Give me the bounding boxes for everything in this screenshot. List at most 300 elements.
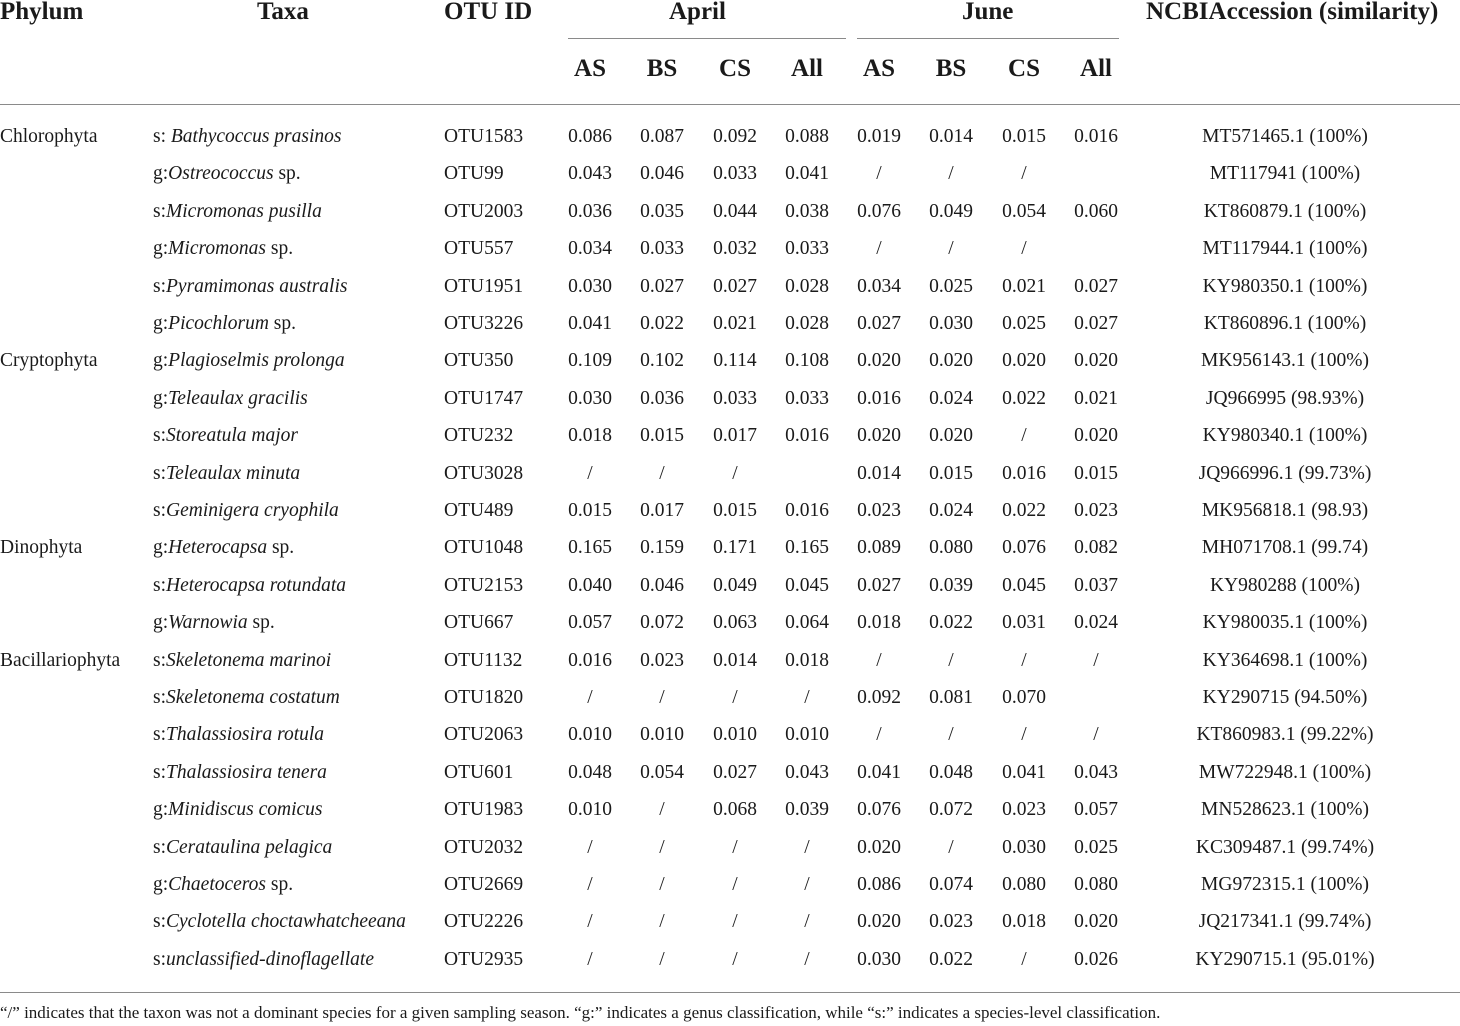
subheader-april-as: AS — [574, 55, 606, 82]
otu-id-cell: OTU2935 — [444, 948, 524, 970]
otu-id-cell: OTU99 — [444, 163, 504, 185]
taxa-cell — [153, 642, 331, 679]
taxa-suffix: sp. — [267, 537, 295, 559]
value-cell: 0.080 — [1074, 874, 1118, 895]
value-cell: / — [587, 462, 593, 484]
value-cell: 0.028 — [785, 313, 829, 334]
value-cell: 0.021 — [713, 313, 757, 334]
otu-id-cell: OTU1583 — [444, 126, 524, 147]
value-cell: 0.054 — [640, 761, 684, 783]
taxa-cell — [153, 679, 340, 716]
value-cell: / — [659, 911, 665, 933]
value-cell: / — [732, 836, 738, 858]
value-cell: 0.057 — [568, 612, 612, 634]
value-cell: 0.092 — [857, 687, 901, 708]
table-row — [0, 455, 1460, 492]
taxa-cell — [153, 716, 324, 753]
ncbi-accession-cell: KT860879.1 (100%) — [1203, 200, 1367, 222]
header-ncbi-accession: NCBIAccession (similarity) — [1146, 0, 1439, 25]
value-cell: 0.027 — [1074, 275, 1118, 297]
value-cell: 0.023 — [857, 500, 901, 521]
taxa-rank-prefix: g: — [153, 387, 169, 409]
value-cell: 0.018 — [568, 425, 612, 447]
value-cell: 0.040 — [568, 574, 612, 596]
value-cell: / — [587, 874, 593, 895]
otu-id-cell: OTU1132 — [444, 649, 523, 671]
value-cell: 0.025 — [1002, 313, 1046, 334]
value-cell: 0.016 — [568, 649, 612, 671]
subheader-june-cs: CS — [1008, 55, 1040, 82]
value-cell: / — [1021, 238, 1027, 260]
taxa-cell — [153, 118, 342, 155]
value-cell: 0.016 — [1002, 462, 1046, 484]
value-cell: 0.030 — [1002, 836, 1046, 858]
value-cell: / — [876, 724, 882, 746]
value-cell: 0.041 — [1002, 761, 1046, 783]
taxa-cell — [153, 791, 323, 828]
footnote: “/” indicates that the taxon was not a dominant species for a given sampling season. “g:” indicates a genus classification, while “s:” indicates a species-level classification. — [0, 1003, 1161, 1022]
value-cell: 0.020 — [929, 425, 973, 447]
value-cell: 0.020 — [857, 836, 901, 858]
table-row — [0, 492, 1460, 529]
value-cell: 0.010 — [713, 724, 757, 746]
ncbi-accession-cell: MK956818.1 (98.93) — [1201, 500, 1369, 521]
taxa-cell — [153, 567, 346, 604]
taxa-rank-prefix: s: — [153, 425, 167, 447]
taxa-rank-prefix: g: — [153, 612, 169, 634]
taxa-name: Teleaulax gracilis — [168, 387, 308, 409]
taxa-rank-prefix: g: — [153, 313, 169, 334]
value-cell: / — [732, 462, 738, 484]
taxa-cell — [153, 193, 322, 230]
value-cell: 0.023 — [640, 649, 684, 671]
value-cell: / — [732, 687, 738, 708]
taxa-name: unclassified-dinoflagellate — [166, 948, 374, 970]
value-cell: 0.030 — [929, 313, 973, 334]
value-cell: 0.024 — [1074, 612, 1118, 634]
value-cell: / — [804, 874, 810, 895]
value-cell: 0.015 — [640, 425, 684, 447]
taxa-rank-prefix: g: — [153, 537, 169, 559]
value-cell: / — [587, 911, 593, 933]
taxa-rank-prefix: s: — [153, 911, 167, 933]
header-april: April — [669, 0, 726, 25]
value-cell: 0.021 — [1074, 387, 1118, 409]
april-group-rule — [568, 38, 846, 39]
taxa-name: Cerataulina pelagica — [166, 836, 333, 858]
value-cell: 0.070 — [1002, 687, 1046, 708]
table-row — [0, 604, 1460, 641]
phylum-cell: Bacillariophyta — [0, 649, 121, 671]
table-row — [0, 230, 1460, 267]
value-cell: / — [1021, 724, 1027, 746]
value-cell: 0.030 — [568, 275, 612, 297]
ncbi-accession-cell: MW722948.1 (100%) — [1198, 761, 1372, 783]
taxa-cell — [153, 268, 348, 305]
value-cell: / — [732, 911, 738, 933]
taxa-rank-prefix: g: — [153, 350, 169, 372]
value-cell: 0.022 — [1002, 387, 1046, 409]
value-cell: 0.049 — [929, 200, 973, 222]
value-cell: 0.165 — [785, 537, 829, 559]
value-cell: 0.019 — [857, 126, 901, 147]
value-cell: 0.023 — [1074, 500, 1118, 521]
value-cell: 0.074 — [929, 874, 973, 895]
value-cell: 0.022 — [929, 612, 973, 634]
taxa-suffix: sp. — [247, 612, 275, 634]
value-cell: 0.041 — [568, 313, 612, 334]
value-cell: / — [659, 687, 665, 708]
value-cell: 0.081 — [929, 687, 973, 708]
value-cell: 0.023 — [929, 911, 973, 933]
otu-id-cell: OTU3028 — [444, 462, 524, 484]
otu-id-cell: OTU557 — [444, 238, 514, 260]
taxa-rank-prefix: s: — [153, 462, 167, 484]
otu-id-cell: OTU2032 — [444, 836, 524, 858]
taxa-name: Skeletonema marinoi — [166, 649, 332, 671]
value-cell: 0.010 — [568, 799, 612, 821]
otu-id-cell: OTU2063 — [444, 724, 524, 746]
taxa-cell — [153, 604, 275, 641]
value-cell: 0.015 — [929, 462, 973, 484]
value-cell: 0.076 — [857, 200, 901, 222]
value-cell: 0.031 — [1002, 612, 1046, 634]
value-cell: 0.072 — [640, 612, 684, 634]
value-cell: 0.027 — [640, 275, 684, 297]
value-cell: 0.086 — [857, 874, 901, 895]
value-cell: 0.165 — [568, 537, 612, 559]
value-cell: 0.028 — [785, 275, 829, 297]
value-cell: 0.024 — [929, 387, 973, 409]
otu-id-cell: OTU232 — [444, 425, 514, 447]
taxa-cell — [153, 417, 298, 454]
value-cell: 0.025 — [929, 275, 973, 297]
taxa-name: Skeletonema costatum — [166, 687, 340, 708]
value-cell: 0.039 — [929, 574, 973, 596]
table-row — [0, 529, 1460, 566]
taxa-cell — [153, 754, 327, 791]
taxa-suffix: sp. — [266, 874, 294, 895]
value-cell: 0.027 — [713, 275, 757, 297]
ncbi-accession-cell: KT860983.1 (99.22%) — [1196, 724, 1374, 746]
header-otu-id: OTU ID — [444, 0, 533, 25]
taxa-name: Plagioselmis prolonga — [168, 350, 345, 372]
value-cell: / — [732, 874, 738, 895]
table-row — [0, 716, 1460, 753]
value-cell: 0.030 — [568, 387, 612, 409]
taxa-name: Heterocapsa rotundata — [166, 574, 347, 596]
subheader-june-as: AS — [863, 55, 895, 82]
value-cell: 0.020 — [1074, 425, 1118, 447]
value-cell: 0.041 — [785, 163, 829, 185]
table-row — [0, 679, 1460, 716]
taxa-rank-prefix: s: — [153, 275, 167, 297]
table-row — [0, 866, 1460, 903]
header-rule — [0, 104, 1460, 105]
value-cell: 0.016 — [1074, 126, 1118, 147]
bottom-rule — [0, 992, 1460, 993]
value-cell: 0.102 — [640, 350, 684, 372]
otu-id-cell: OTU489 — [444, 500, 514, 521]
taxa-cell — [153, 492, 339, 529]
ncbi-accession-cell: KY290715.1 (95.01%) — [1195, 948, 1375, 970]
value-cell: 0.022 — [1002, 500, 1046, 521]
taxa-rank-prefix: s: — [153, 126, 171, 147]
value-cell: 0.010 — [568, 724, 612, 746]
otu-id-cell: OTU1820 — [444, 687, 524, 708]
value-cell: 0.033 — [640, 238, 684, 260]
ncbi-accession-cell: KY980340.1 (100%) — [1202, 425, 1368, 447]
ncbi-accession-cell: KC309487.1 (99.74%) — [1195, 836, 1375, 858]
value-cell: 0.014 — [857, 462, 901, 484]
value-cell: 0.015 — [1074, 462, 1118, 484]
value-cell: / — [732, 948, 738, 970]
value-cell: 0.089 — [857, 537, 901, 559]
taxa-rank-prefix: g: — [153, 163, 169, 185]
value-cell: 0.043 — [1074, 761, 1118, 783]
phylum-cell: Chlorophyta — [0, 126, 98, 147]
taxa-rank-prefix: s: — [153, 574, 167, 596]
value-cell: / — [587, 836, 593, 858]
value-cell: / — [948, 836, 954, 858]
table-row — [0, 642, 1460, 679]
taxa-rank-prefix: s: — [153, 500, 167, 521]
taxa-name: Micromonas — [168, 238, 267, 260]
taxa-rank-prefix: g: — [153, 799, 169, 821]
table-row — [0, 342, 1460, 379]
value-cell: 0.018 — [857, 612, 901, 634]
value-cell: 0.043 — [568, 163, 612, 185]
value-cell: 0.057 — [1074, 799, 1118, 821]
taxa-rank-prefix: s: — [153, 649, 167, 671]
value-cell: 0.032 — [713, 238, 757, 260]
value-cell: 0.020 — [857, 350, 901, 372]
taxa-rank-prefix: s: — [153, 761, 167, 783]
value-cell: 0.039 — [785, 799, 829, 821]
value-cell: / — [1093, 649, 1099, 671]
taxa-suffix: sp. — [273, 163, 301, 185]
value-cell: 0.092 — [713, 126, 757, 147]
value-cell: 0.022 — [929, 948, 973, 970]
otu-id-cell: OTU3226 — [444, 313, 524, 334]
value-cell: / — [948, 163, 954, 185]
ncbi-accession-cell: MG972315.1 (100%) — [1201, 874, 1369, 895]
phylum-cell: Cryptophyta — [0, 350, 98, 372]
taxa-rank-prefix: g: — [153, 238, 169, 260]
taxa-rank-prefix: s: — [153, 687, 167, 708]
value-cell: 0.014 — [929, 126, 973, 147]
value-cell: 0.043 — [785, 761, 829, 783]
otu-id-cell: OTU1951 — [444, 275, 524, 297]
value-cell: 0.034 — [568, 238, 612, 260]
taxa-rank-prefix: s: — [153, 724, 167, 746]
value-cell: 0.038 — [785, 200, 829, 222]
value-cell: / — [876, 238, 882, 260]
taxa-cell — [153, 866, 293, 903]
value-cell: 0.010 — [640, 724, 684, 746]
value-cell: 0.108 — [785, 350, 829, 372]
value-cell: 0.041 — [857, 761, 901, 783]
value-cell: / — [659, 799, 665, 821]
otu-id-cell: OTU1747 — [444, 387, 524, 409]
value-cell: 0.020 — [857, 911, 901, 933]
table-row — [0, 155, 1460, 192]
taxa-rank-prefix: s: — [153, 836, 167, 858]
otu-id-cell: OTU2669 — [444, 874, 524, 895]
value-cell: / — [1021, 163, 1027, 185]
value-cell: / — [587, 948, 593, 970]
value-cell: 0.018 — [1002, 911, 1046, 933]
value-cell: 0.080 — [929, 537, 973, 559]
value-cell: 0.026 — [1074, 948, 1118, 970]
header-phylum: Phylum — [0, 0, 84, 25]
value-cell: 0.087 — [640, 126, 684, 147]
taxa-rank-prefix: g: — [153, 874, 169, 895]
value-cell: 0.171 — [713, 537, 757, 559]
otu-id-cell: OTU1983 — [444, 799, 524, 821]
otu-id-cell: OTU2003 — [444, 200, 524, 222]
subheader-june-all: All — [1080, 55, 1112, 82]
value-cell: / — [659, 948, 665, 970]
value-cell: 0.015 — [713, 500, 757, 521]
value-cell: 0.049 — [713, 574, 757, 596]
value-cell: 0.018 — [785, 649, 829, 671]
value-cell: / — [948, 238, 954, 260]
taxa-cell — [153, 155, 301, 192]
value-cell: 0.027 — [713, 761, 757, 783]
taxa-name: Pyramimonas australis — [166, 275, 348, 297]
ncbi-accession-cell: JQ966995 (98.93%) — [1205, 387, 1365, 409]
ncbi-accession-cell: KY980288 (100%) — [1209, 574, 1361, 596]
value-cell: 0.017 — [640, 500, 684, 521]
subheader-april-bs: BS — [646, 55, 678, 82]
value-cell: 0.060 — [1074, 200, 1118, 222]
value-cell: 0.023 — [1002, 799, 1046, 821]
value-cell: 0.027 — [857, 313, 901, 334]
value-cell: 0.086 — [568, 126, 612, 147]
taxa-suffix: sp. — [266, 238, 294, 260]
value-cell: / — [804, 911, 810, 933]
taxa-name: Cyclotella choctawhatcheeana — [166, 911, 406, 933]
value-cell: 0.027 — [857, 574, 901, 596]
otu-id-cell: OTU667 — [444, 612, 514, 634]
value-cell: / — [1021, 948, 1027, 970]
value-cell: 0.068 — [713, 799, 757, 821]
table-row — [0, 417, 1460, 454]
value-cell: 0.030 — [857, 948, 901, 970]
value-cell: 0.036 — [568, 200, 612, 222]
taxa-cell — [153, 455, 300, 492]
taxa-cell — [153, 230, 293, 267]
header-taxa: Taxa — [257, 0, 309, 25]
taxa-name: Storeatula major — [166, 425, 299, 447]
table-row — [0, 193, 1460, 230]
otu-id-cell: OTU2226 — [444, 911, 524, 933]
taxa-cell — [153, 829, 332, 866]
taxa-name: Thalassiosira tenera — [166, 761, 327, 783]
taxa-name: Bathycoccus prasinos — [170, 126, 342, 147]
taxa-name: Chaetoceros — [168, 874, 267, 895]
value-cell: 0.014 — [713, 649, 757, 671]
value-cell: 0.016 — [785, 425, 829, 447]
value-cell: 0.020 — [1002, 350, 1046, 372]
ncbi-accession-cell: MT571465.1 (100%) — [1202, 126, 1368, 147]
value-cell: 0.025 — [1074, 836, 1118, 858]
value-cell: 0.046 — [640, 163, 684, 185]
value-cell: 0.027 — [1074, 313, 1118, 334]
subheader-april-all: All — [791, 55, 823, 82]
otu-id-cell: OTU2153 — [444, 574, 524, 596]
value-cell: 0.054 — [1002, 200, 1046, 222]
value-cell: 0.044 — [713, 200, 757, 222]
taxa-name: Picochlorum — [168, 313, 269, 334]
value-cell: 0.109 — [568, 350, 612, 372]
table-row — [0, 567, 1460, 604]
taxa-name: Geminigera cryophila — [166, 500, 339, 521]
value-cell: / — [1093, 724, 1099, 746]
value-cell: 0.034 — [857, 275, 901, 297]
table-row — [0, 903, 1460, 940]
value-cell: 0.076 — [857, 799, 901, 821]
ncbi-accession-cell: MT117944.1 (100%) — [1202, 238, 1368, 260]
taxa-cell — [153, 529, 294, 566]
value-cell: 0.088 — [785, 126, 829, 147]
taxa-rank-prefix: s: — [153, 948, 167, 970]
value-cell: 0.114 — [713, 350, 757, 372]
value-cell: / — [804, 948, 810, 970]
value-cell: 0.076 — [1002, 537, 1046, 559]
taxa-cell — [153, 380, 308, 417]
ncbi-accession-cell: JQ966996.1 (99.73%) — [1198, 462, 1372, 484]
value-cell: 0.020 — [1074, 350, 1118, 372]
otu-id-cell: OTU350 — [444, 350, 514, 372]
value-cell: 0.063 — [713, 612, 757, 634]
taxa-name: Warnowia — [168, 612, 248, 634]
value-cell: / — [804, 836, 810, 858]
otu-id-cell: OTU1048 — [444, 537, 524, 559]
taxa-cell — [153, 903, 406, 940]
ncbi-accession-cell: JQ217341.1 (99.74%) — [1198, 911, 1372, 933]
value-cell: 0.064 — [785, 612, 829, 634]
value-cell: 0.048 — [929, 761, 973, 783]
taxa-name: Minidiscus comicus — [168, 799, 323, 821]
value-cell: 0.033 — [785, 387, 829, 409]
ncbi-accession-cell: KY290715 (94.50%) — [1202, 687, 1368, 708]
phylum-cell: Dinophyta — [0, 537, 83, 559]
value-cell: 0.020 — [1074, 911, 1118, 933]
taxa-name: Thalassiosira rotula — [166, 724, 325, 746]
value-cell: 0.020 — [857, 425, 901, 447]
value-cell: / — [659, 874, 665, 895]
value-cell: 0.045 — [785, 574, 829, 596]
table-row — [0, 829, 1460, 866]
value-cell: 0.037 — [1074, 574, 1118, 596]
value-cell: 0.035 — [640, 200, 684, 222]
taxa-cell — [153, 342, 345, 379]
value-cell: 0.015 — [1002, 126, 1046, 147]
ncbi-accession-cell: KY364698.1 (100%) — [1202, 649, 1368, 671]
value-cell: 0.072 — [929, 799, 973, 821]
taxa-name: Heterocapsa — [168, 537, 268, 559]
header-june: June — [962, 0, 1014, 25]
ncbi-accession-cell: MK956143.1 (100%) — [1201, 350, 1369, 372]
value-cell: / — [659, 836, 665, 858]
value-cell: 0.021 — [1002, 275, 1046, 297]
table-row — [0, 118, 1460, 155]
taxa-cell — [153, 941, 374, 978]
value-cell: / — [948, 649, 954, 671]
value-cell: / — [804, 687, 810, 708]
